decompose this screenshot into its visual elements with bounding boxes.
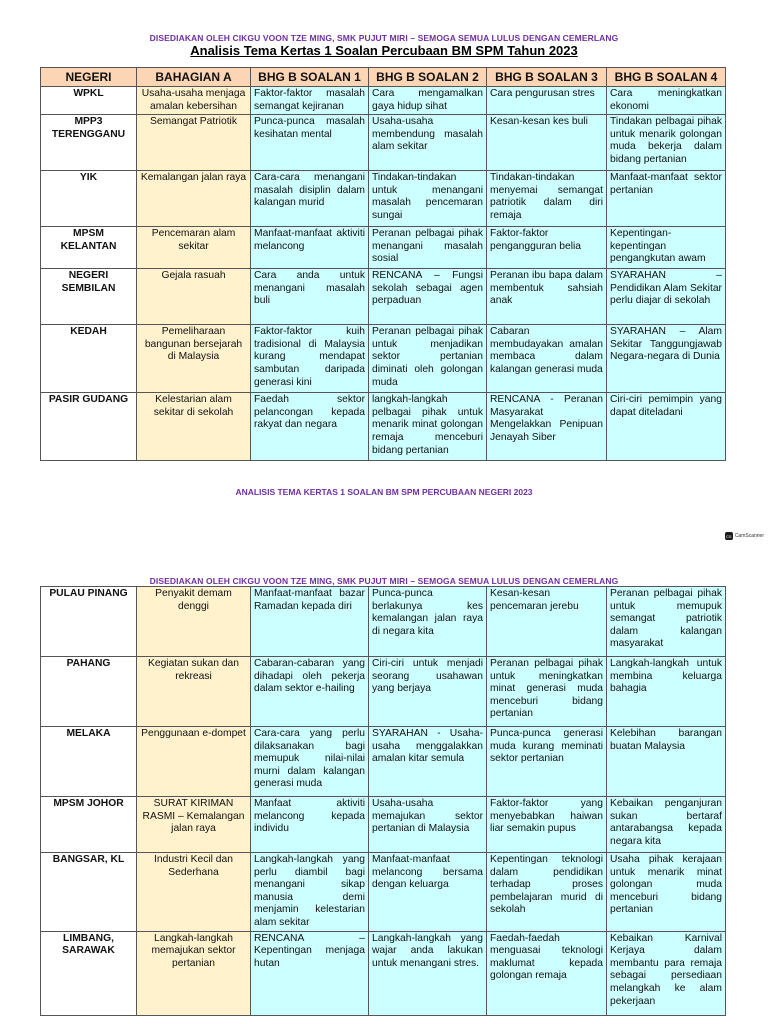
table-row [41, 657, 726, 727]
credit-line-page2: DISEDIAKAN OLEH CIKGU VOON TZE MING, SMK PUJUT MIRI – SEMOGA SEMUA LULUS DENGAN CEMERLANG [149, 576, 619, 586]
cell-soalan-2: Cara mengamalkan gaya hidup sihat [369, 87, 487, 115]
cell-bahagian-a: Penyakit demam denggi [137, 587, 251, 657]
cell-bahagian-a: Pemeliharaan bangunan bersejarah di Malaysia [137, 325, 251, 393]
cell-soalan-2: RENCANA – Fungsi sekolah sebagai agen perpaduan [369, 269, 487, 325]
header-soalan-1: BHG B SOALAN 1 [251, 68, 369, 87]
cell-soalan-4: Kebaikan Karnival Kerjaya dalam membantu para remaja sebagai persediaan melangkah ke alam pekerjaan [607, 931, 726, 1015]
cell-soalan-3: RENCANA - Peranan Masyarakat Mengelakkan Penipuan Jenayah Siber [487, 393, 607, 461]
cell-negeri: YIK [41, 171, 137, 227]
credit-line-page1: DISEDIAKAN OLEH CIKGU VOON TZE MING, SMK PUJUT MIRI – SEMOGA SEMUA LULUS DENGAN CEMERLANG [149, 33, 619, 43]
table-row [41, 727, 726, 797]
cell-bahagian-a: Kelestarian alam sekitar di sekolah [137, 393, 251, 461]
table-row [41, 227, 726, 269]
table-row [41, 115, 726, 171]
cell-negeri: KEDAH [41, 325, 137, 393]
cell-soalan-4: Manfaat-manfaat sektor pertanian [607, 171, 726, 227]
cell-bahagian-a: Kemalangan jalan raya [137, 171, 251, 227]
camscanner-logo-icon: CS [726, 533, 732, 539]
cell-soalan-2: SYARAHAN - Usaha-usaha menggalakkan amalan kitar semula [369, 727, 487, 797]
cell-soalan-2: langkah-langkah pelbagai pihak untuk menarik minat golongan remaja menceburi bidang pertanian [369, 393, 487, 461]
cell-negeri: WPKL [41, 87, 137, 115]
cell-negeri: MPSM JOHOR [41, 797, 137, 853]
theme-table-page1 [40, 67, 726, 461]
cell-bahagian-a: Gejala rasuah [137, 269, 251, 325]
cell-soalan-1: Manfaat-manfaat aktiviti melancong [251, 227, 369, 269]
cell-soalan-4: Cara meningkatkan ekonomi [607, 87, 726, 115]
cell-bahagian-a: SURAT KIRIMAN RASMI – Kemalangan jalan raya [137, 797, 251, 853]
cell-negeri: BANGSAR, KL [41, 853, 137, 932]
cell-soalan-1: Cara anda untuk menangani masalah buli [251, 269, 369, 325]
table-row [41, 797, 726, 853]
cell-negeri: MPSM KELANTAN [41, 227, 137, 269]
cell-negeri: LIMBANG, SARAWAK [41, 931, 137, 1015]
cell-soalan-2: Usaha-usaha membendung masalah alam sekitar [369, 115, 487, 171]
cell-soalan-1: Punca-punca masalah kesihatan mental [251, 115, 369, 171]
cell-bahagian-a: Usaha-usaha menjaga amalan kebersihan [137, 87, 251, 115]
table-row [41, 931, 726, 1015]
table-row [41, 393, 726, 461]
cell-bahagian-a: Semangat Patriotik [137, 115, 251, 171]
cell-soalan-1: Faktor-faktor masalah semangat kejiranan [251, 87, 369, 115]
cell-negeri: PULAU PINANG [41, 587, 137, 657]
cell-bahagian-a: Penggunaan e-dompet [137, 727, 251, 797]
page-title: Analisis Tema Kertas 1 Soalan Percubaan BM SPM Tahun 2023 [190, 43, 578, 58]
cell-negeri: MELAKA [41, 727, 137, 797]
theme-table-page2 [40, 586, 726, 1016]
cell-soalan-3: Punca-punca generasi muda kurang meminati sektor pertanian [487, 727, 607, 797]
cell-soalan-3: Kesan-kesan pencemaran jerebu [487, 587, 607, 657]
cell-bahagian-a: Industri Kecil dan Sederhana [137, 853, 251, 932]
cell-soalan-1: Cara-cara menangani masalah disiplin dalam kalangan murid [251, 171, 369, 227]
cell-soalan-4: Langkah-langkah untuk membina keluarga bahagia [607, 657, 726, 727]
cell-soalan-2: Peranan pelbagai pihak menangani masalah sosial [369, 227, 487, 269]
cell-bahagian-a: Pencemaran alam sekitar [137, 227, 251, 269]
header-soalan-3: BHG B SOALAN 3 [487, 68, 607, 87]
table-row [41, 171, 726, 227]
cell-negeri: PAHANG [41, 657, 137, 727]
header-row [41, 68, 726, 87]
cell-soalan-3: Cabaran membudayakan amalan membaca dalam kalangan generasi muda [487, 325, 607, 393]
scanner-watermark [725, 532, 764, 540]
table-row [41, 853, 726, 932]
table-row [41, 87, 726, 115]
cell-soalan-4: Kelebihan barangan buatan Malaysia [607, 727, 726, 797]
cell-soalan-2: Tindakan-tindakan untuk menangani masalah pencemaran sungai [369, 171, 487, 227]
table-row [41, 325, 726, 393]
cell-soalan-3: Faedah-faedah menguasai teknologi maklumat kepada golongan remaja [487, 931, 607, 1015]
scanner-label: CamScanner [734, 533, 764, 539]
cell-soalan-4: Kepentingan-kepentingan pengangkutan awam [607, 227, 726, 269]
header-bahagian-a: BAHAGIAN A [137, 68, 251, 87]
cell-soalan-3: Cara pengurusan stres [487, 87, 607, 115]
cell-soalan-4: Peranan pelbagai pihak untuk memupuk semangat patriotik dalam kalangan masyarakat [607, 587, 726, 657]
cell-soalan-2: Manfaat-manfaat melancong bersama dengan keluarga [369, 853, 487, 932]
cell-soalan-4: Usaha pihak kerajaan untuk menarik minat golongan muda menceburi bidang pertanian [607, 853, 726, 932]
cell-soalan-4: Kebaikan penganjuran sukan bertaraf antarabangsa kepada negara kita [607, 797, 726, 853]
table-row [41, 269, 726, 325]
table-row [41, 587, 726, 657]
cell-soalan-4: SYARAHAN – Alam Sekitar Tanggungjawab Negara-negara di Dunia [607, 325, 726, 393]
cell-bahagian-a: Langkah-langkah memajukan sektor pertanian [137, 931, 251, 1015]
cell-soalan-3: Tindakan-tindakan menyemai semangat patriotik dalam diri remaja [487, 171, 607, 227]
cell-soalan-1: Manfaat-manfaat bazar Ramadan kepada diri [251, 587, 369, 657]
cell-negeri: NEGERI SEMBILAN [41, 269, 137, 325]
cell-bahagian-a: Kegiatan sukan dan rekreasi [137, 657, 251, 727]
cell-soalan-3: Peranan ibu bapa dalam membentuk sahsiah anak [487, 269, 607, 325]
header-soalan-4: BHG B SOALAN 4 [607, 68, 726, 87]
cell-soalan-2: Ciri-ciri untuk menjadi seorang usahawan yang berjaya [369, 657, 487, 727]
cell-soalan-2: Punca-punca berlakunya kes kemalangan jalan raya di negara kita [369, 587, 487, 657]
cell-soalan-1: Faedah sektor pelancongan kepada rakyat dan negara [251, 393, 369, 461]
cell-soalan-2: Usaha-usaha memajukan sektor pertanian di Malaysia [369, 797, 487, 853]
cell-soalan-2: Langkah-langkah yang wajar anda lakukan untuk menangani stres. [369, 931, 487, 1015]
cell-soalan-3: Faktor-faktor yang menyebabkan haiwan liar semakin pupus [487, 797, 607, 853]
cell-soalan-2: Peranan pelbagai pihak untuk menjadikan sektor pertanian diminati oleh golongan muda [369, 325, 487, 393]
cell-soalan-4: SYARAHAN – Pendidikan Alam Sekitar perlu diajar di sekolah [607, 269, 726, 325]
cell-soalan-1: Cabaran-cabaran yang dihadapi oleh pekerja dalam sektor e-hailing [251, 657, 369, 727]
table-caption: ANALISIS TEMA KERTAS 1 SOALAN BM SPM PERCUBAAN NEGERI 2023 [235, 487, 533, 497]
cell-soalan-1: Langkah-langkah yang perlu diambil bagi menangani sikap manusia demi menjamin kelestarian alam sekitar [251, 853, 369, 932]
cell-soalan-3: Kesan-kesan kes buli [487, 115, 607, 171]
header-negeri: NEGERI [41, 68, 137, 87]
cell-soalan-1: Cara-cara yang perlu dilaksanakan bagi memupuk nilai-nilai murni dalam kalangan generasi muda [251, 727, 369, 797]
cell-soalan-4: Tindakan pelbagai pihak untuk menarik golongan muda bekerja dalam bidang pertanian [607, 115, 726, 171]
cell-soalan-3: Kepentingan teknologi dalam pendidikan terhadap proses pembelajaran murid di sekolah [487, 853, 607, 932]
cell-soalan-1: RENCANA – Kepentingan menjaga hutan [251, 931, 369, 1015]
cell-negeri: PASIR GUDANG [41, 393, 137, 461]
cell-soalan-4: Ciri-ciri pemimpin yang dapat diteladani [607, 393, 726, 461]
cell-soalan-1: Faktor-faktor kuih tradisional di Malaysia kurang mendapat sambutan daripada generasi kini [251, 325, 369, 393]
cell-negeri: MPP3 TERENGGANU [41, 115, 137, 171]
cell-soalan-3: Peranan pelbagai pihak untuk meningkatkan minat generasi muda menceburi bidang pertanian [487, 657, 607, 727]
cell-soalan-3: Faktor-faktor pengangguran belia [487, 227, 607, 269]
cell-soalan-1: Manfaat aktiviti melancong kepada individu [251, 797, 369, 853]
header-soalan-2: BHG B SOALAN 2 [369, 68, 487, 87]
